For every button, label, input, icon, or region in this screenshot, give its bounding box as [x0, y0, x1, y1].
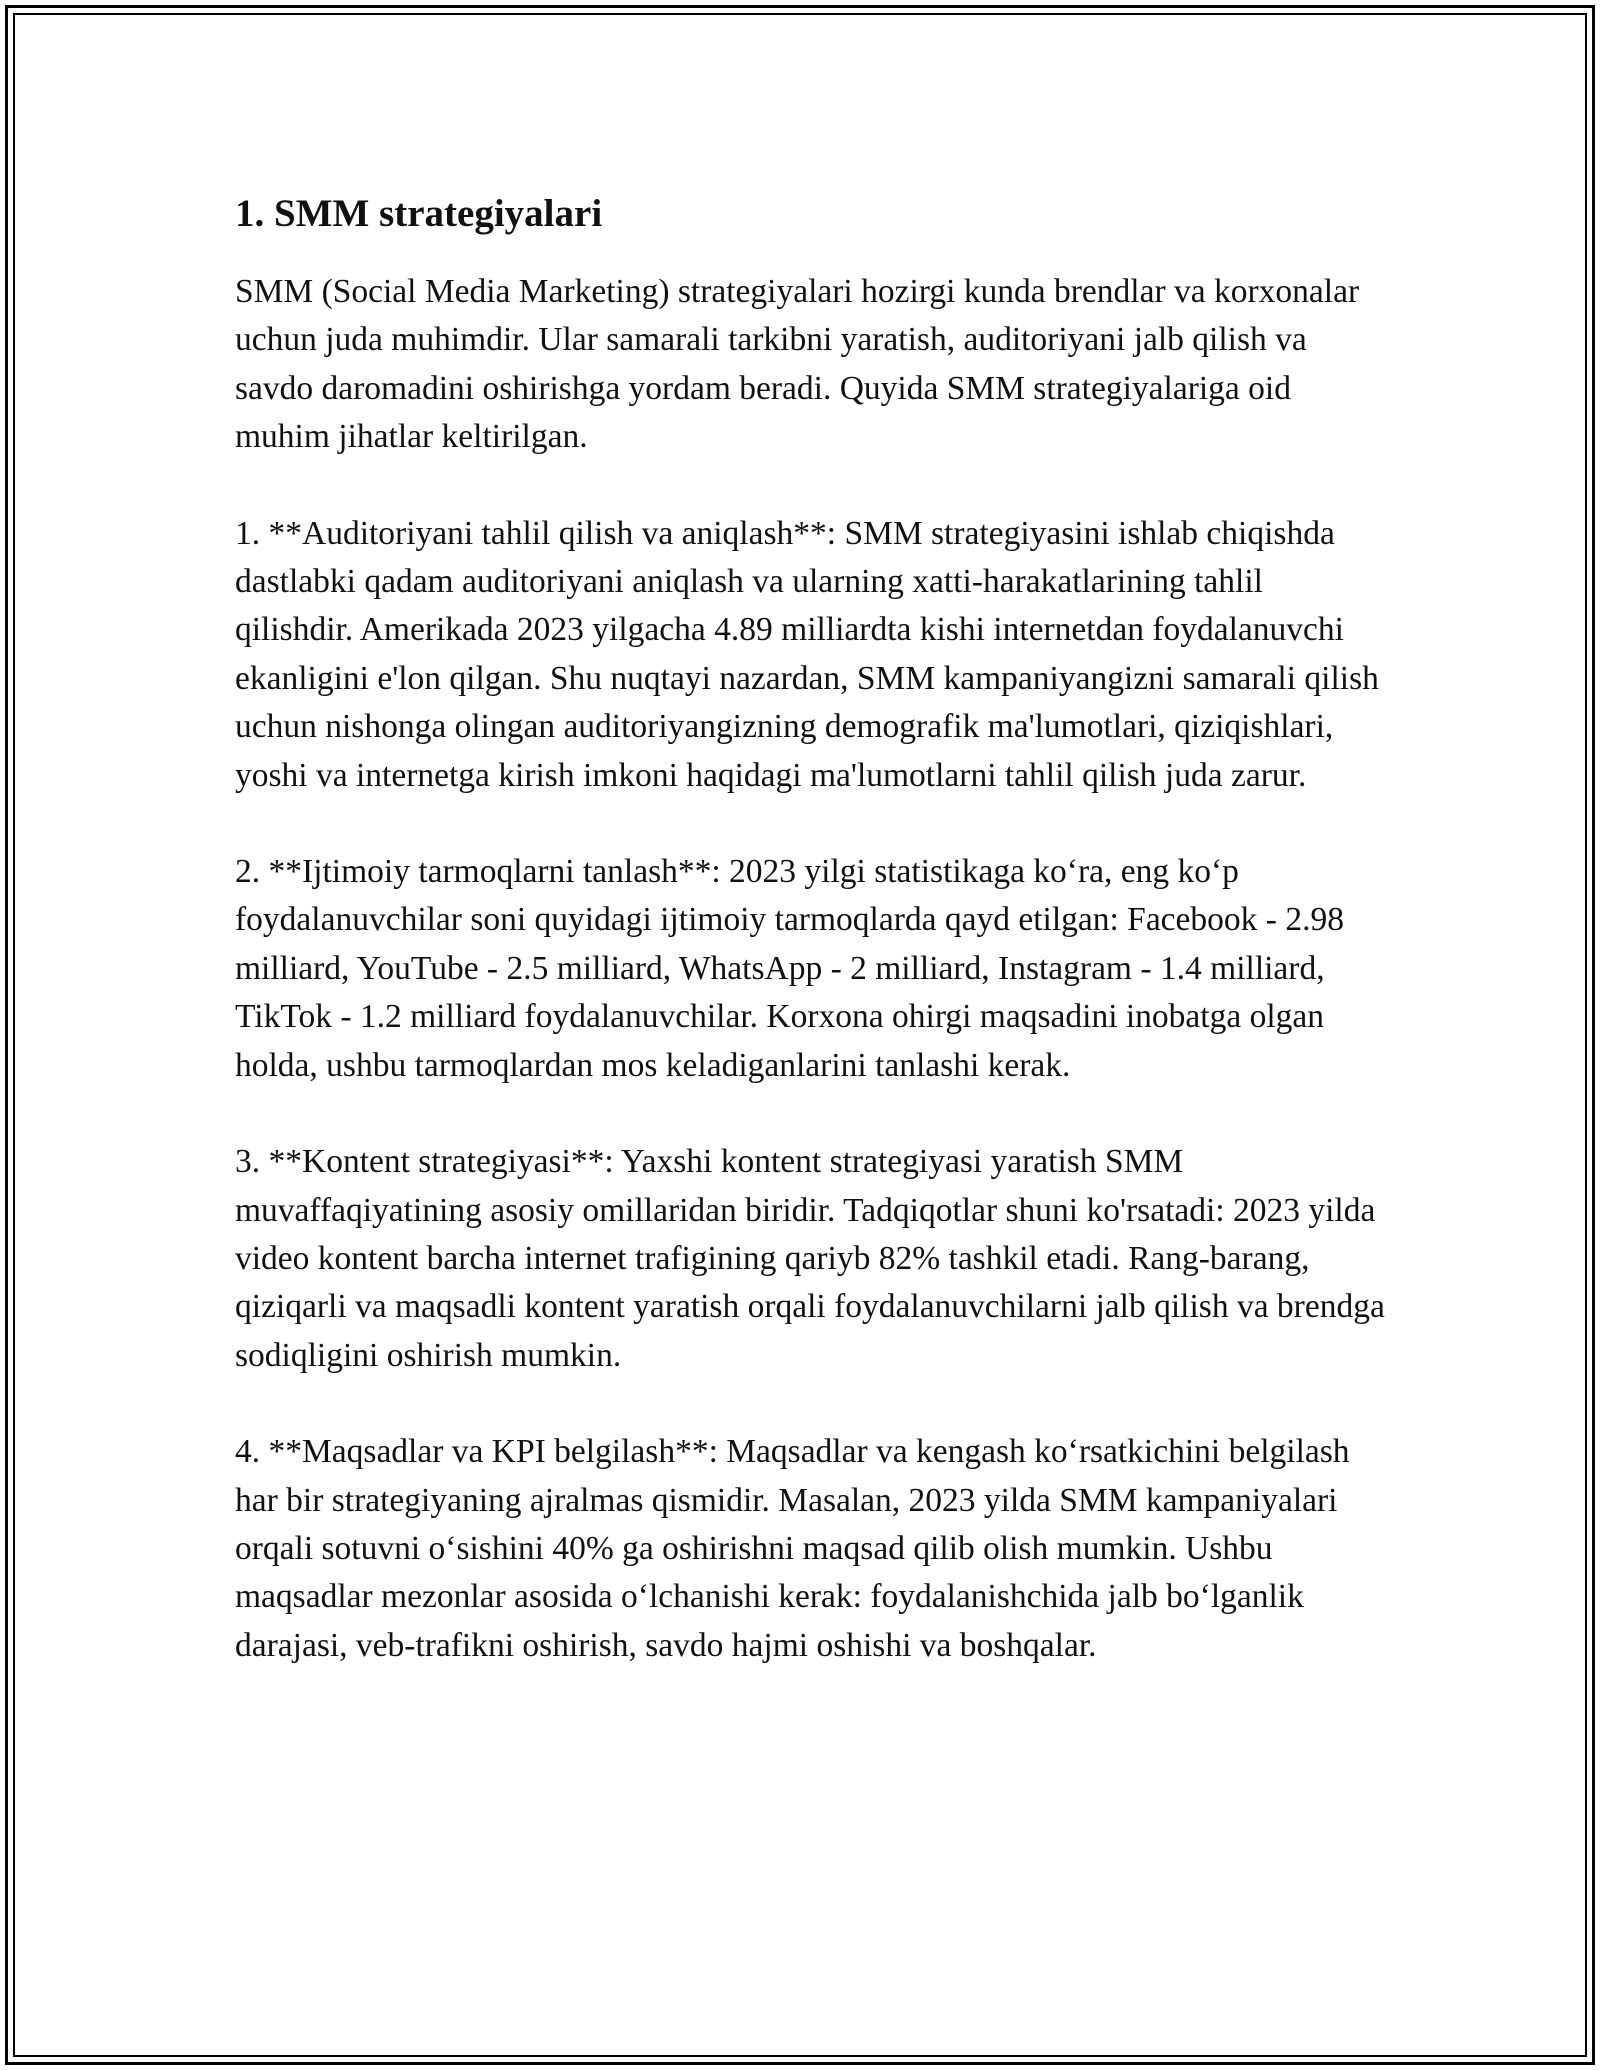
section-paragraph-2: 2. **Ijtimoiy tarmoqlarni tanlash**: 2023 yilgi statistikaga koʻra, eng koʻp foydalanuvchilar soni quyidagi ijtimoiy tarmoqlarda qayd etilgan: Facebook - 2.98 milliard, YouTube - 2.5 milliard, WhatsApp - 2 milliard, Instagram - 1.4 milliard, TikTok - 1.2 milliard foydalanuvchilar. Korxona ohirgi maqsadini inobatga olgan holda, ushbu tarmoqlardan mos keladiganlarini tanlashi kerak.: [235, 853, 1344, 1084]
section-paragraph-4: 4. **Maqsadlar va KPI belgilash**: Maqsadlar va kengash koʻrsatkichini belgilash har bir strategiyaning ajralmas qismidir. Masalan, 2023 yilda SMM kampaniyalari orqali sotuvni oʻsishini 40% ga oshirishni maqsad qilib olish mumkin. Ushbu maqsadlar mezonlar asosida oʻlchanishi kerak: foydalanishchida jalb boʻlganlik darajasi, veb-trafikni oshirish, savdo hajmi oshishi va boshqalar.: [235, 1433, 1350, 1664]
intro-paragraph: SMM (Social Media Marketing) strategiyalari hozirgi kunda brendlar va korxonalar uchun juda muhimdir. Ular samarali tarkibni yaratish, auditoriyani jalb qilish va savdo daromadini oshirishga yordam beradi. Quyida SMM strategiyalariga oid muhim jihatlar keltirilgan.: [235, 273, 1360, 456]
section-heading: 1. SMM strategiyalari: [235, 192, 603, 235]
section-paragraph-1: 1. **Auditoriyani tahlil qilish va aniqlash**: SMM strategiyasini ishlab chiqishda dastlabki qadam auditoriyani aniqlash va ularning xatti-harakatlarining tahlil qilishdir. Amerikada 2023 yilgacha 4.89 milliardta kishi internetdan foydalanuvchi ekanligini e'lon qilgan. Shu nuqtayi nazardan, SMM kampaniyangizni samarali qilish uchun nishonga olingan auditoriyangizning demografik ma'lumotlari, qiziqishlari, yoshi va internetga kirish imkoni haqidagi ma'lumotlarni tahlil qilish juda zarur.: [235, 514, 1379, 794]
document-body: [235, 190, 1385, 1718]
section-paragraph-3: 3. **Kontent strategiyasi**: Yaxshi kontent strategiyasi yaratish SMM muvaffaqiyatining asosiy omillaridan biridir. Tadqiqotlar shuni ko'rsatadi: 2023 yilda video kontent barcha internet trafigining qariyb 82% tashkil etadi. Rang-barang, qiziqarli va maqsadli kontent yaratish orqali foydalanuvchilarni jalb qilish va brendga sodiqligini oshirish mumkin.: [235, 1143, 1385, 1374]
